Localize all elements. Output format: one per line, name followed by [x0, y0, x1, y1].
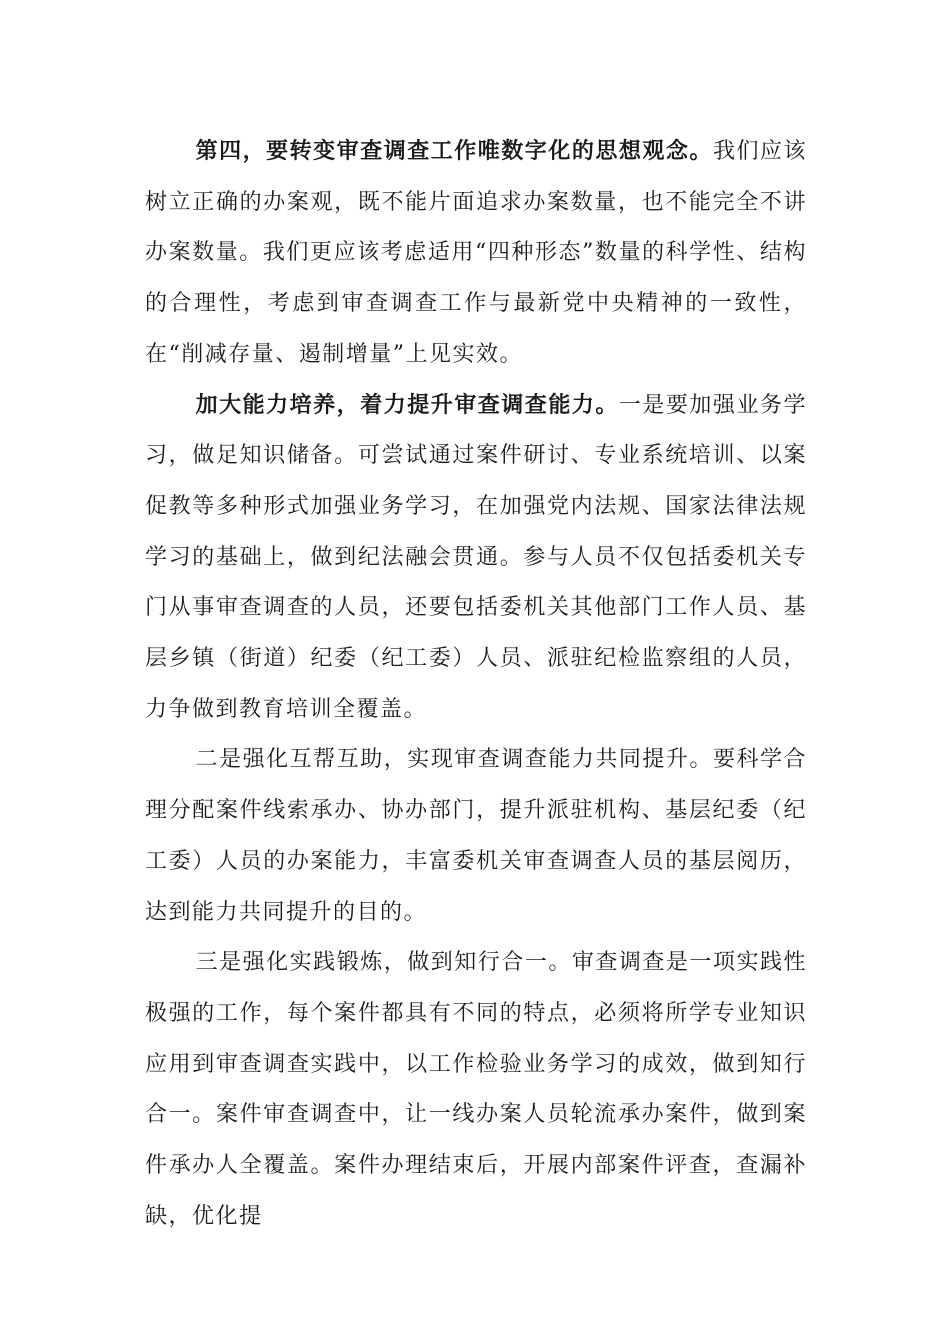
paragraph-2-lead: 加大能力培养，着力提升审查调查能力。 [195, 392, 619, 418]
paragraph-1-lead: 第四，要转变审查调查工作唯数字化的思想观念。 [195, 139, 713, 164]
paragraph-3 [145, 735, 807, 938]
paragraph-2 [145, 381, 807, 736]
paragraph-4-body: 三是强化实践锻炼，做到知行合一。审查调查是一项实践性极强的工作，每个案件都具有不同的特点，必须将所学专业知识应用到审查调查实践中，以工作检验业务学习的成效，做到知行合一。案件审查调查中，让一线办案人员轮流承办案件，做到案件承办人全覆盖。案件办理结束后，开展内部案件评查，查漏补缺，优化提 [145, 950, 807, 1229]
document-page [145, 127, 807, 1242]
paragraph-4 [145, 938, 807, 1242]
paragraph-1 [145, 127, 807, 381]
paragraph-3-body: 二是强化互帮互助，实现审查调查能力共同提升。要科学合理分配案件线索承办、协办部门，提升派驻机构、基层纪委（纪工委）人员的办案能力，丰富委机关审查调查人员的基层阅历，达到能力共同提升的目的。 [145, 747, 807, 925]
paragraph-1-body: 我们应该树立正确的办案观，既不能片面追求办案数量，也不能完全不讲办案数量。我们更应该考虑适用“四种形态”数量的科学性、结构的合理性，考虑到审查调查工作与最新党中央精神的一致性，在“削减存量、遏制增量”上见实效。 [145, 139, 807, 367]
paragraph-2-body: 一是要加强业务学习，做足知识储备。可尝试通过案件研讨、专业系统培训、以案促教等多种形式加强业务学习，在加强党内法规、国家法律法规学习的基础上，做到纪法融会贯通。参与人员不仅包括委机关专门从事审查调查的人员，还要包括委机关其他部门工作人员、基层乡镇（街道）纪委（纪工委）人员、派驻纪检监察组的人员，力争做到教育培训全覆盖。 [145, 392, 807, 722]
